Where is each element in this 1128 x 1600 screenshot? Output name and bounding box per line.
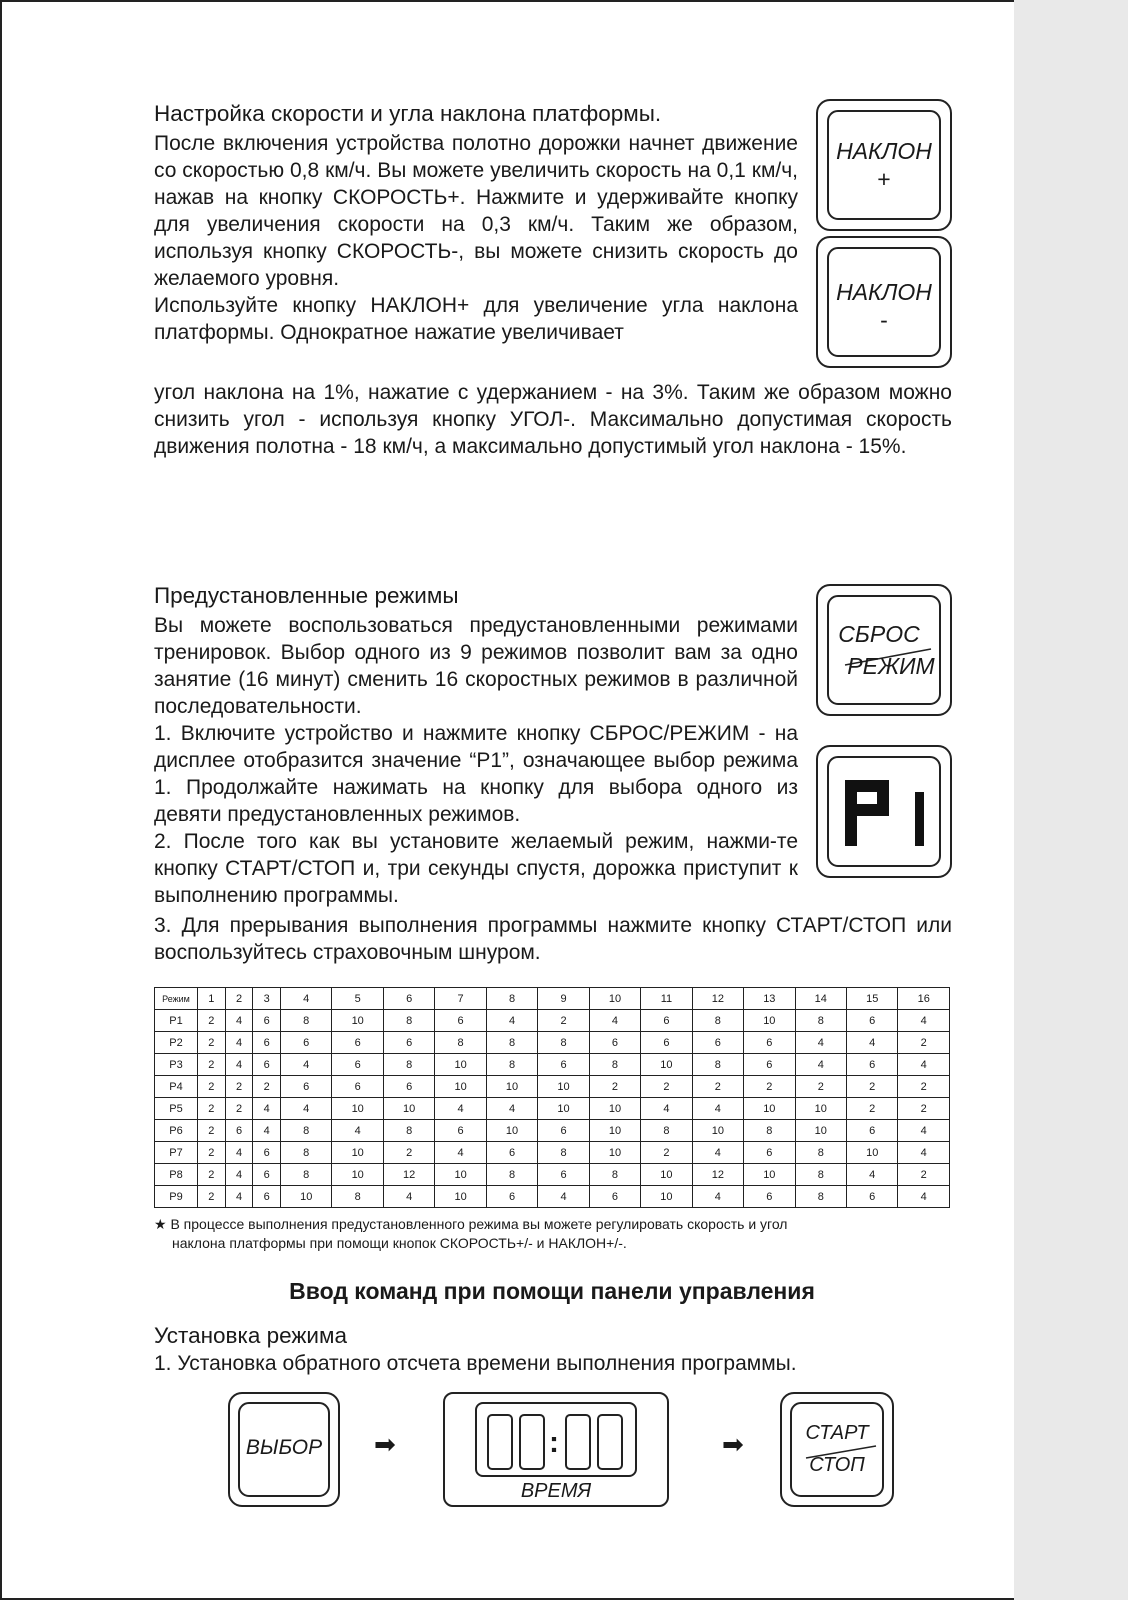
table-cell: 2 bbox=[641, 1142, 692, 1164]
star-icon: ★ bbox=[154, 1216, 167, 1232]
table-cell: 6 bbox=[641, 1032, 692, 1054]
table-row bbox=[155, 1076, 950, 1098]
table-cell: 6 bbox=[486, 1142, 537, 1164]
table-cell: 4 bbox=[253, 1098, 281, 1120]
section2-text-narrow bbox=[154, 612, 798, 909]
table-cell: 4 bbox=[225, 1010, 253, 1032]
button-inner-frame bbox=[827, 247, 941, 357]
table-cell: 10 bbox=[847, 1142, 898, 1164]
table-cell: 4 bbox=[486, 1098, 537, 1120]
table-cell: 4 bbox=[538, 1186, 589, 1208]
table-cell: 6 bbox=[253, 1164, 281, 1186]
table-row bbox=[155, 1120, 950, 1142]
table-cell: 4 bbox=[383, 1186, 434, 1208]
table-cell: 6 bbox=[281, 1076, 332, 1098]
table-cell: 2 bbox=[641, 1076, 692, 1098]
stop-label: СТОП bbox=[809, 1454, 865, 1476]
table-cell: 8 bbox=[692, 1054, 743, 1076]
table-cell: 2 bbox=[198, 1186, 226, 1208]
table-cell: 8 bbox=[383, 1054, 434, 1076]
table-cell: 6 bbox=[332, 1076, 383, 1098]
table-cell: 4 bbox=[795, 1032, 846, 1054]
table-column-header: 3 bbox=[253, 988, 281, 1010]
table-cell: 4 bbox=[795, 1054, 846, 1076]
mode-setup-heading: Установка режима bbox=[154, 1323, 347, 1348]
table-cell: 2 bbox=[898, 1164, 950, 1186]
table-column-header: 5 bbox=[332, 988, 383, 1010]
table-cell: 2 bbox=[898, 1098, 950, 1120]
incline-plus-button[interactable] bbox=[816, 99, 952, 231]
table-cell: 2 bbox=[198, 1076, 226, 1098]
table-cell: 4 bbox=[332, 1120, 383, 1142]
table-cell: 8 bbox=[435, 1032, 486, 1054]
table-column-header: 15 bbox=[847, 988, 898, 1010]
table-cell: 8 bbox=[281, 1142, 332, 1164]
table-column-header: 4 bbox=[281, 988, 332, 1010]
table-cell: 2 bbox=[847, 1076, 898, 1098]
table-cell: 8 bbox=[641, 1120, 692, 1142]
table-row-header: P5 bbox=[155, 1098, 198, 1120]
table-cell: 10 bbox=[589, 1142, 640, 1164]
table-cell: 6 bbox=[332, 1054, 383, 1076]
table-cell: 4 bbox=[898, 1142, 950, 1164]
digit-segment bbox=[519, 1414, 545, 1470]
table-cell: 2 bbox=[198, 1142, 226, 1164]
table-cell: 8 bbox=[538, 1032, 589, 1054]
button-inner-frame bbox=[238, 1402, 330, 1497]
table-cell: 8 bbox=[332, 1186, 383, 1208]
table-cell: 2 bbox=[198, 1164, 226, 1186]
paragraph: 2. После того как вы установите желаемый режим, нажми-те кнопку СТАРТ/СТОП и, три секунды спустя, дорожка приступит к выполнению программы. bbox=[154, 830, 798, 907]
table-cell: 2 bbox=[198, 1120, 226, 1142]
time-colon: : bbox=[549, 1426, 559, 1459]
section1-text-narrow bbox=[154, 130, 798, 346]
select-label: ВЫБОР bbox=[245, 1436, 323, 1459]
table-cell: 10 bbox=[486, 1076, 537, 1098]
start-stop-button[interactable] bbox=[780, 1392, 894, 1507]
digit-segment bbox=[565, 1414, 591, 1470]
minus-sign: - bbox=[880, 307, 888, 333]
table-cell: 8 bbox=[486, 1032, 537, 1054]
digit-segment bbox=[597, 1414, 623, 1470]
table-cell: 8 bbox=[486, 1054, 537, 1076]
table-cell: 10 bbox=[538, 1098, 589, 1120]
table-cell: 4 bbox=[225, 1054, 253, 1076]
table-cell: 2 bbox=[847, 1098, 898, 1120]
table-cell: 8 bbox=[486, 1164, 537, 1186]
table-cell: 4 bbox=[898, 1010, 950, 1032]
table-cell: 4 bbox=[486, 1010, 537, 1032]
table-cell: 12 bbox=[383, 1164, 434, 1186]
incline-label: НАКЛОН bbox=[836, 279, 932, 305]
table-row-header: P1 bbox=[155, 1010, 198, 1032]
table-cell: 4 bbox=[281, 1054, 332, 1076]
table-cell: 10 bbox=[383, 1098, 434, 1120]
table-cell: 2 bbox=[589, 1076, 640, 1098]
table-cell: 8 bbox=[281, 1010, 332, 1032]
table-cell: 2 bbox=[744, 1076, 795, 1098]
table-cell: 4 bbox=[692, 1186, 743, 1208]
table-cell: 2 bbox=[253, 1076, 281, 1098]
table-cell: 6 bbox=[486, 1186, 537, 1208]
table-cell: 10 bbox=[435, 1186, 486, 1208]
table-column-header: 9 bbox=[538, 988, 589, 1010]
table-cell: 6 bbox=[847, 1186, 898, 1208]
table-cell: 2 bbox=[692, 1076, 743, 1098]
preset-modes-table bbox=[154, 987, 950, 1208]
button-inner-frame bbox=[790, 1402, 884, 1497]
reset-mode-button[interactable] bbox=[816, 584, 952, 716]
table-column-header: 14 bbox=[795, 988, 846, 1010]
display-inner-frame bbox=[827, 756, 941, 867]
table-cell: 6 bbox=[744, 1054, 795, 1076]
table-cell: 2 bbox=[795, 1076, 846, 1098]
table-cell: 6 bbox=[847, 1010, 898, 1032]
table-cell: 6 bbox=[589, 1186, 640, 1208]
table-column-header: 1 bbox=[198, 988, 226, 1010]
table-cell: 2 bbox=[383, 1142, 434, 1164]
section1-text-wide: угол наклона на 1%, нажатие с удержанием - на 3%. Таким же образом можно снизить угол - используя кнопку УГОЛ-. Максимально допустимая скорость движения полотна - 18 км/ч, а максимально допустимый угол наклона - 15%. bbox=[154, 381, 952, 458]
table-cell: 10 bbox=[795, 1120, 846, 1142]
table-cell: 2 bbox=[198, 1032, 226, 1054]
table-cell: 8 bbox=[795, 1010, 846, 1032]
table-cell: 10 bbox=[744, 1010, 795, 1032]
table-cell: 10 bbox=[641, 1186, 692, 1208]
button-inner-frame bbox=[827, 110, 941, 220]
table-cell: 10 bbox=[332, 1010, 383, 1032]
digit-segment bbox=[487, 1414, 513, 1470]
table-cell: 4 bbox=[589, 1010, 640, 1032]
table-column-header: 2 bbox=[225, 988, 253, 1010]
table-cell: 8 bbox=[795, 1186, 846, 1208]
table-cell: 4 bbox=[225, 1032, 253, 1054]
table-column-header: 7 bbox=[435, 988, 486, 1010]
table-cell: 6 bbox=[538, 1120, 589, 1142]
mode-display bbox=[816, 745, 952, 878]
table-row-header: P4 bbox=[155, 1076, 198, 1098]
seven-segment-p1-icon bbox=[841, 778, 937, 848]
table-cell: 8 bbox=[589, 1054, 640, 1076]
table-cell: 10 bbox=[486, 1120, 537, 1142]
table-row bbox=[155, 1164, 950, 1186]
table-row bbox=[155, 1054, 950, 1076]
table-cell: 10 bbox=[589, 1098, 640, 1120]
paragraph: После включения устройства полотно дорожки начнет движение со скоростью 0,8 км/ч. Вы можете увеличить скорость на 0,1 км/ч, нажав на кнопку СКОРОСТЬ+. Нажмите и удерживайте кнопку для увеличения скорости на 0,3 км/ч. Таким же образом, используя кнопку СКОРОСТЬ-, вы можете снизить скорость до желаемого уровня. bbox=[154, 132, 798, 290]
start-label: СТАРТ bbox=[805, 1422, 869, 1444]
table-cell: 4 bbox=[898, 1186, 950, 1208]
table-cell: 4 bbox=[225, 1142, 253, 1164]
table-row-header: P3 bbox=[155, 1054, 198, 1076]
table-cell: 6 bbox=[435, 1120, 486, 1142]
table-cell: 10 bbox=[435, 1054, 486, 1076]
table-cell: 6 bbox=[253, 1010, 281, 1032]
control-panel-title: Ввод команд при помощи панели управления bbox=[289, 1278, 815, 1304]
table-cell: 2 bbox=[198, 1098, 226, 1120]
table-cell: 4 bbox=[281, 1098, 332, 1120]
table-row-header: P9 bbox=[155, 1186, 198, 1208]
table-column-header: 8 bbox=[486, 988, 537, 1010]
table-row bbox=[155, 1098, 950, 1120]
table-cell: 10 bbox=[332, 1164, 383, 1186]
table-cell: 10 bbox=[281, 1186, 332, 1208]
time-display bbox=[443, 1392, 669, 1507]
footnote bbox=[154, 1215, 787, 1234]
table-cell: 2 bbox=[538, 1010, 589, 1032]
table-cell: 2 bbox=[898, 1076, 950, 1098]
table-cell: 2 bbox=[198, 1010, 226, 1032]
section-heading-presets: Предустановленные режимы bbox=[154, 583, 459, 608]
table-cell: 4 bbox=[692, 1098, 743, 1120]
table-column-header: 12 bbox=[692, 988, 743, 1010]
table-cell: 4 bbox=[847, 1164, 898, 1186]
table-corner-cell: Режим bbox=[155, 988, 198, 1010]
table-cell: 10 bbox=[538, 1076, 589, 1098]
table-cell: 10 bbox=[332, 1098, 383, 1120]
section-heading-speed-incline: Настройка скорости и угла наклона платформы. bbox=[154, 101, 662, 126]
table-cell: 4 bbox=[692, 1142, 743, 1164]
table-cell: 10 bbox=[744, 1098, 795, 1120]
table-header-row bbox=[155, 988, 950, 1010]
table-row-header: P8 bbox=[155, 1164, 198, 1186]
button-inner-frame bbox=[827, 595, 941, 705]
plus-sign: + bbox=[877, 166, 891, 192]
table-cell: 4 bbox=[253, 1120, 281, 1142]
table-cell: 6 bbox=[538, 1164, 589, 1186]
table-row bbox=[155, 1186, 950, 1208]
table-cell: 6 bbox=[847, 1054, 898, 1076]
table-cell: 8 bbox=[795, 1142, 846, 1164]
table-row-header: P6 bbox=[155, 1120, 198, 1142]
section2-text-wide: 3. Для прерывания выполнения программы нажмите кнопку СТАРТ/СТОП или воспользуйтесь страховочным шнуром. bbox=[154, 914, 952, 964]
footnote-line1: В процессе выполнения предустановленного режима вы можете регулировать скорость и угол bbox=[170, 1216, 788, 1232]
table-cell: 6 bbox=[744, 1186, 795, 1208]
table-cell: 6 bbox=[253, 1186, 281, 1208]
table-cell: 6 bbox=[253, 1054, 281, 1076]
table-cell: 2 bbox=[225, 1076, 253, 1098]
table-cell: 6 bbox=[744, 1142, 795, 1164]
table-cell: 4 bbox=[435, 1098, 486, 1120]
table-cell: 6 bbox=[692, 1032, 743, 1054]
table-cell: 8 bbox=[281, 1120, 332, 1142]
table-cell: 8 bbox=[795, 1164, 846, 1186]
table-row-header: P2 bbox=[155, 1032, 198, 1054]
table-cell: 6 bbox=[435, 1010, 486, 1032]
table-cell: 6 bbox=[847, 1120, 898, 1142]
table-cell: 8 bbox=[281, 1164, 332, 1186]
table-column-header: 6 bbox=[383, 988, 434, 1010]
table-row bbox=[155, 1032, 950, 1054]
table-cell: 6 bbox=[225, 1120, 253, 1142]
display-inner-frame bbox=[475, 1402, 637, 1477]
table-cell: 8 bbox=[744, 1120, 795, 1142]
table-cell: 10 bbox=[795, 1098, 846, 1120]
table-cell: 6 bbox=[589, 1032, 640, 1054]
table-cell: 4 bbox=[435, 1142, 486, 1164]
table-cell: 8 bbox=[692, 1010, 743, 1032]
table-body bbox=[155, 988, 950, 1208]
table-row bbox=[155, 1142, 950, 1164]
table-cell: 8 bbox=[383, 1010, 434, 1032]
mode-label: РЕЖИМ bbox=[847, 653, 935, 679]
table-row bbox=[155, 1010, 950, 1032]
paragraph: Используйте кнопку НАКЛОН+ для увеличение угла наклона платформы. Однократное нажатие увеличивает bbox=[154, 294, 798, 344]
table-cell: 2 bbox=[225, 1098, 253, 1120]
select-button[interactable] bbox=[228, 1392, 340, 1507]
table-cell: 4 bbox=[225, 1164, 253, 1186]
table-cell: 4 bbox=[641, 1098, 692, 1120]
table-cell: 8 bbox=[538, 1142, 589, 1164]
reset-label: СБРОС bbox=[838, 621, 920, 647]
table-cell: 4 bbox=[847, 1032, 898, 1054]
table-cell: 6 bbox=[383, 1076, 434, 1098]
arrow-right-icon: ➡ bbox=[722, 1429, 744, 1459]
table-cell: 10 bbox=[641, 1054, 692, 1076]
table-cell: 6 bbox=[281, 1032, 332, 1054]
paragraph: Вы можете воспользоваться предустановленными режимами тренировок. Выбор одного из 9 режимов позволит вам за одно занятие (16 минут) сменить 16 скоростных режимов в различной последовательности. bbox=[154, 614, 798, 718]
table-cell: 10 bbox=[744, 1164, 795, 1186]
table-cell: 10 bbox=[641, 1164, 692, 1186]
table-column-header: 16 bbox=[898, 988, 950, 1010]
table-column-header: 10 bbox=[589, 988, 640, 1010]
table-cell: 4 bbox=[898, 1120, 950, 1142]
step1-text: 1. Установка обратного отсчета времени выполнения программы. bbox=[154, 1352, 797, 1375]
table-cell: 6 bbox=[538, 1054, 589, 1076]
table-cell: 4 bbox=[898, 1054, 950, 1076]
table-cell: 6 bbox=[641, 1010, 692, 1032]
table-row-header: P7 bbox=[155, 1142, 198, 1164]
time-label: ВРЕМЯ bbox=[520, 1480, 592, 1502]
table-cell: 8 bbox=[589, 1164, 640, 1186]
table-cell: 2 bbox=[198, 1054, 226, 1076]
table-cell: 12 bbox=[692, 1164, 743, 1186]
table-cell: 8 bbox=[383, 1120, 434, 1142]
table-cell: 10 bbox=[589, 1120, 640, 1142]
paragraph: 1. Включите устройство и нажмите кнопку СБРОС/РЕЖИМ - на дисплее отобразится значение “P1”, означающее выбор режима 1. Продолжайте нажимать на кнопку для выбора одного из девяти предустановленных режимов. bbox=[154, 722, 798, 826]
arrow-right-icon: ➡ bbox=[374, 1429, 396, 1459]
incline-label: НАКЛОН bbox=[836, 138, 932, 164]
table-cell: 6 bbox=[332, 1032, 383, 1054]
table-cell: 6 bbox=[253, 1032, 281, 1054]
table-cell: 6 bbox=[253, 1142, 281, 1164]
table-cell: 10 bbox=[692, 1120, 743, 1142]
table-cell: 10 bbox=[435, 1164, 486, 1186]
table-cell: 2 bbox=[898, 1032, 950, 1054]
table-cell: 10 bbox=[332, 1142, 383, 1164]
table-cell: 6 bbox=[383, 1032, 434, 1054]
table-cell: 6 bbox=[744, 1032, 795, 1054]
table-cell: 10 bbox=[435, 1076, 486, 1098]
table-cell: 4 bbox=[225, 1186, 253, 1208]
table-column-header: 13 bbox=[744, 988, 795, 1010]
table-column-header: 11 bbox=[641, 988, 692, 1010]
footnote-line2: наклона платформы при помощи кнопок СКОРОСТЬ+/- и НАКЛОН+/-. bbox=[172, 1235, 627, 1251]
incline-minus-button[interactable] bbox=[816, 236, 952, 368]
